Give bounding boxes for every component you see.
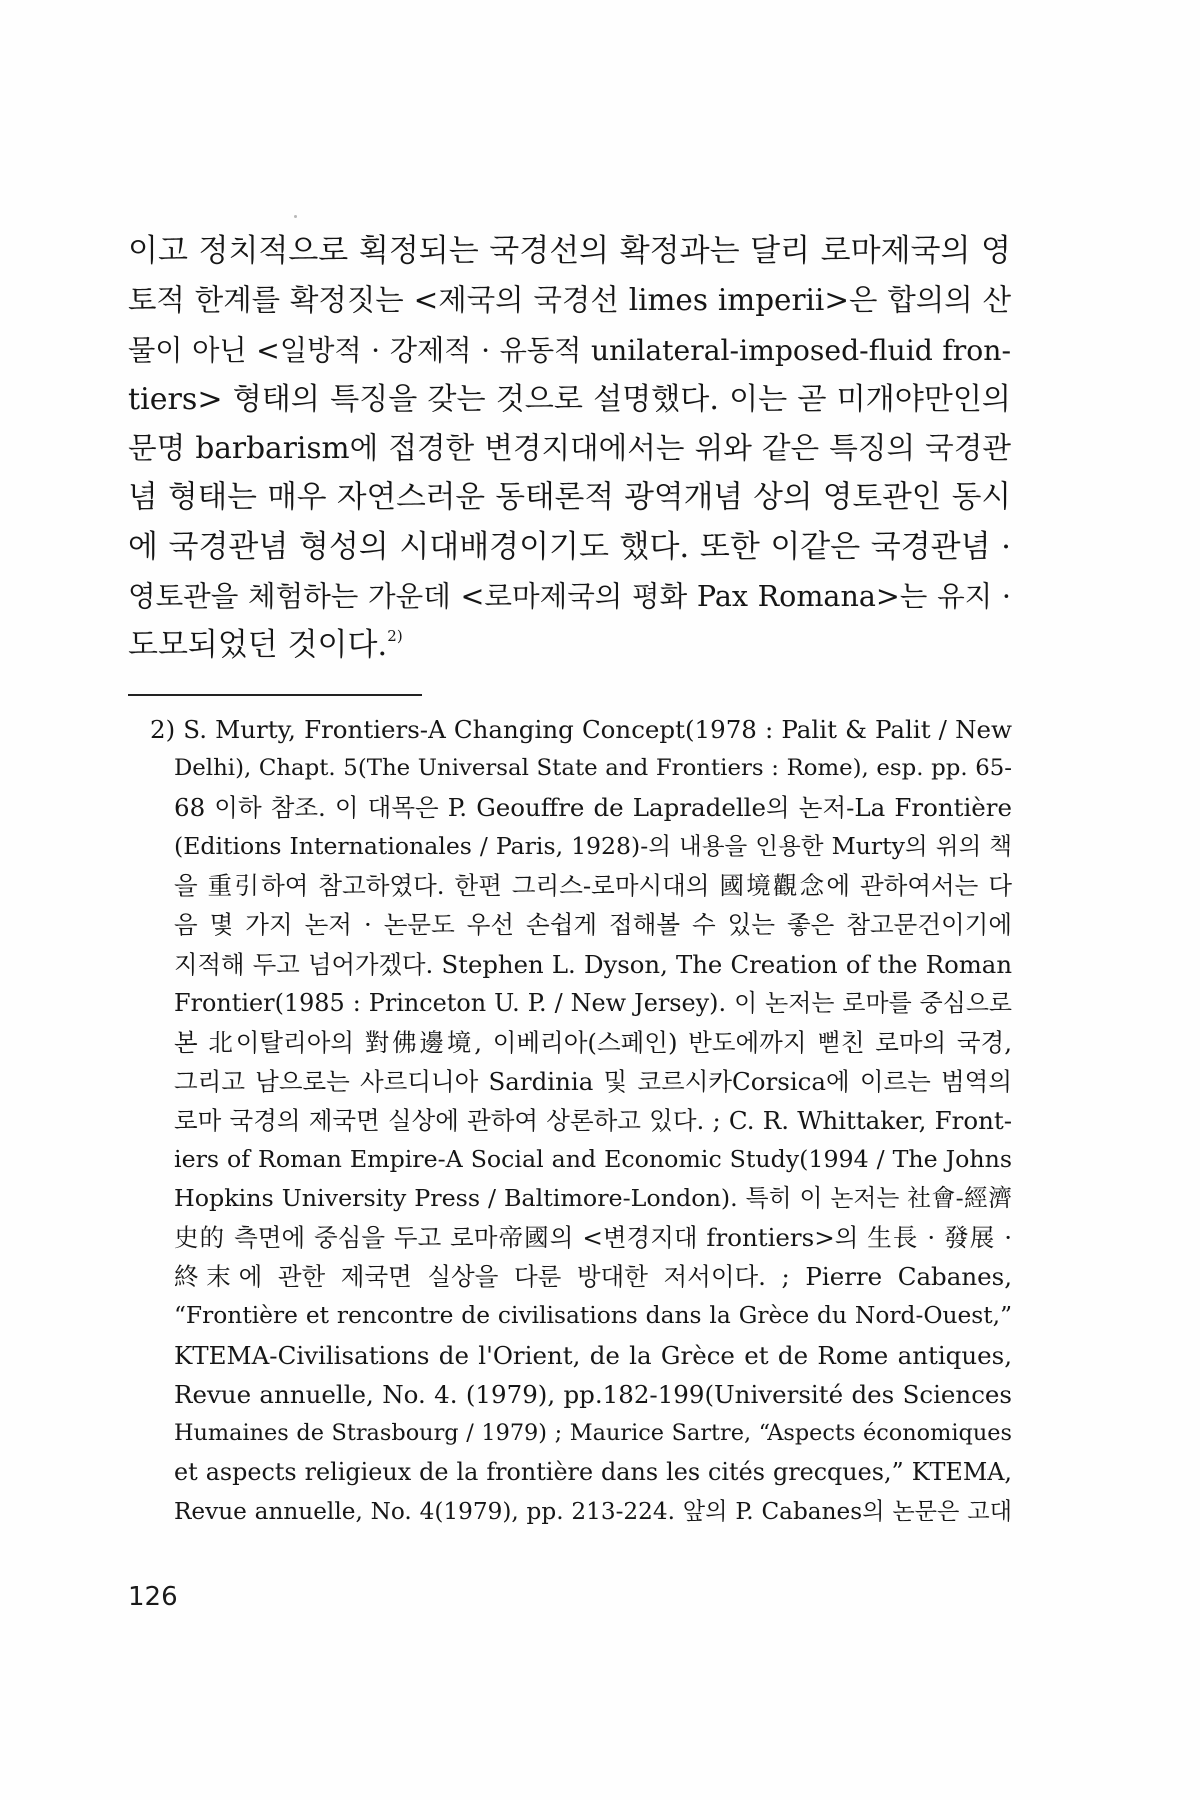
- footnote-line: 을 重引하여 참고하였다. 한편 그리스-로마시대의 國境觀念에 관하여서는 다: [174, 871, 1012, 901]
- footnote-line: 史的 측면에 중심을 두고 로마帝國의 <변경지대 frontiers>의 生長 · 發展 ·: [174, 1223, 1012, 1253]
- footnote-line: “Frontière et rencontre de civilisations dans la Grèce du Nord-Ouest,”: [174, 1301, 1012, 1330]
- body-line: 토적 한계를 확정짓는 <제국의 국경선 limes imperii>은 합의의 산: [128, 283, 1011, 318]
- page-number: 126: [128, 1582, 178, 1612]
- footnote-line: 본 北이탈리아의 對佛邊境, 이베리아(스페인) 반도에까지 뻗친 로마의 국경,: [174, 1027, 1012, 1057]
- body-line: 물이 아닌 <일방적 · 강제적 · 유동적 unilateral-imposed-fluid fron-: [128, 333, 1011, 367]
- footnote-line: 로마 국경의 제국면 실상에 관하여 상론하고 있다. ; C. R. Whittaker, Front-: [174, 1105, 1012, 1135]
- scan-speck: [294, 215, 297, 218]
- body-paragraph: [128, 227, 1011, 671]
- body-line: 문명 barbarism에 접경한 변경지대에서는 위와 같은 특징의 국경관: [128, 431, 1011, 466]
- footnote-line: iers of Roman Empire-A Social and Economic Study(1994 / The Johns: [174, 1145, 1012, 1174]
- footnote-line: 68 이하 참조. 이 대목은 P. Geouffre de Lapradelle의 논저-La Frontière: [174, 793, 1012, 823]
- footnote-2: [150, 710, 1012, 1531]
- footnote-line: 음 몇 가지 논저 · 논문도 우선 손쉽게 접해볼 수 있는 좋은 참고문건이기에: [174, 910, 1012, 940]
- body-line: 념 형태는 매우 자연스러운 동태론적 광역개념 상의 영토관인 동시: [128, 480, 1011, 516]
- footnote-line: (Editions Internationales / Paris, 1928)-의 내용을 인용한 Murty의 위의 책: [174, 832, 1012, 861]
- footnote-line: 終末에 관한 제국면 실상을 다룬 방대한 저서이다. ; Pierre Cabanes,: [174, 1262, 1012, 1292]
- footnote-line: Humaines de Strasbourg / 1979) ; Maurice Sartre, “Aspects économiques: [174, 1419, 1012, 1446]
- footnote-line: Hopkins University Press / Baltimore-London). 특히 이 논저는 社會-經濟: [174, 1184, 1012, 1213]
- body-line-last: [128, 621, 1011, 670]
- footnote-line: 그리고 남으로는 사르디니아 Sardinia 및 코르시카Corsica에 이르는 범역의: [174, 1066, 1012, 1096]
- footnote-line: Delhi), Chapt. 5(The Universal State and Frontiers : Rome), esp. pp. 65-: [174, 755, 1012, 782]
- body-line-text: 도모되었던 것이다.: [128, 627, 388, 664]
- footnote-line: Frontier(1985 : Princeton U. P. / New Jersey). 이 논저는 로마를 중심으로: [174, 988, 1012, 1017]
- footnote-line: Revue annuelle, No. 4(1979), pp. 213-224. 앞의 P. Cabanes의 논문은 고대: [174, 1497, 1012, 1525]
- body-line: 이고 정치적으로 획정되는 국경선의 확정과는 달리 로마제국의 영: [128, 233, 1011, 269]
- footnote-line: et aspects religieux de la frontière dans les cités grecques,” KTEMA,: [174, 1457, 1012, 1486]
- body-line: tiers> 형태의 특징을 갖는 것으로 설명했다. 이는 곧 미개야만인의: [128, 381, 1011, 417]
- footnote-separator: [128, 694, 422, 696]
- footnote-reference[interactable]: 2): [387, 627, 403, 646]
- body-line: 에 국경관념 형성의 시대배경이기도 했다. 또한 이같은 국경관념 ·: [128, 528, 1011, 565]
- footnote-line: 2) S. Murty, Frontiers-A Changing Concept(1978 : Palit & Palit / New: [150, 715, 1012, 744]
- footnote-line: KTEMA-Civilisations de l'Orient, de la Grèce et de Rome antiques,: [174, 1340, 1012, 1370]
- footnote-line: 지적해 두고 넘어가겠다. Stephen L. Dyson, The Creation of the Roman: [174, 949, 1012, 979]
- footnote-line: Revue annuelle, No. 4. (1979), pp.182-199(Université des Sciences: [174, 1379, 1012, 1409]
- body-line: 영토관을 체험하는 가운데 <로마제국의 평화 Pax Romana>는 유지 ·: [128, 579, 1011, 614]
